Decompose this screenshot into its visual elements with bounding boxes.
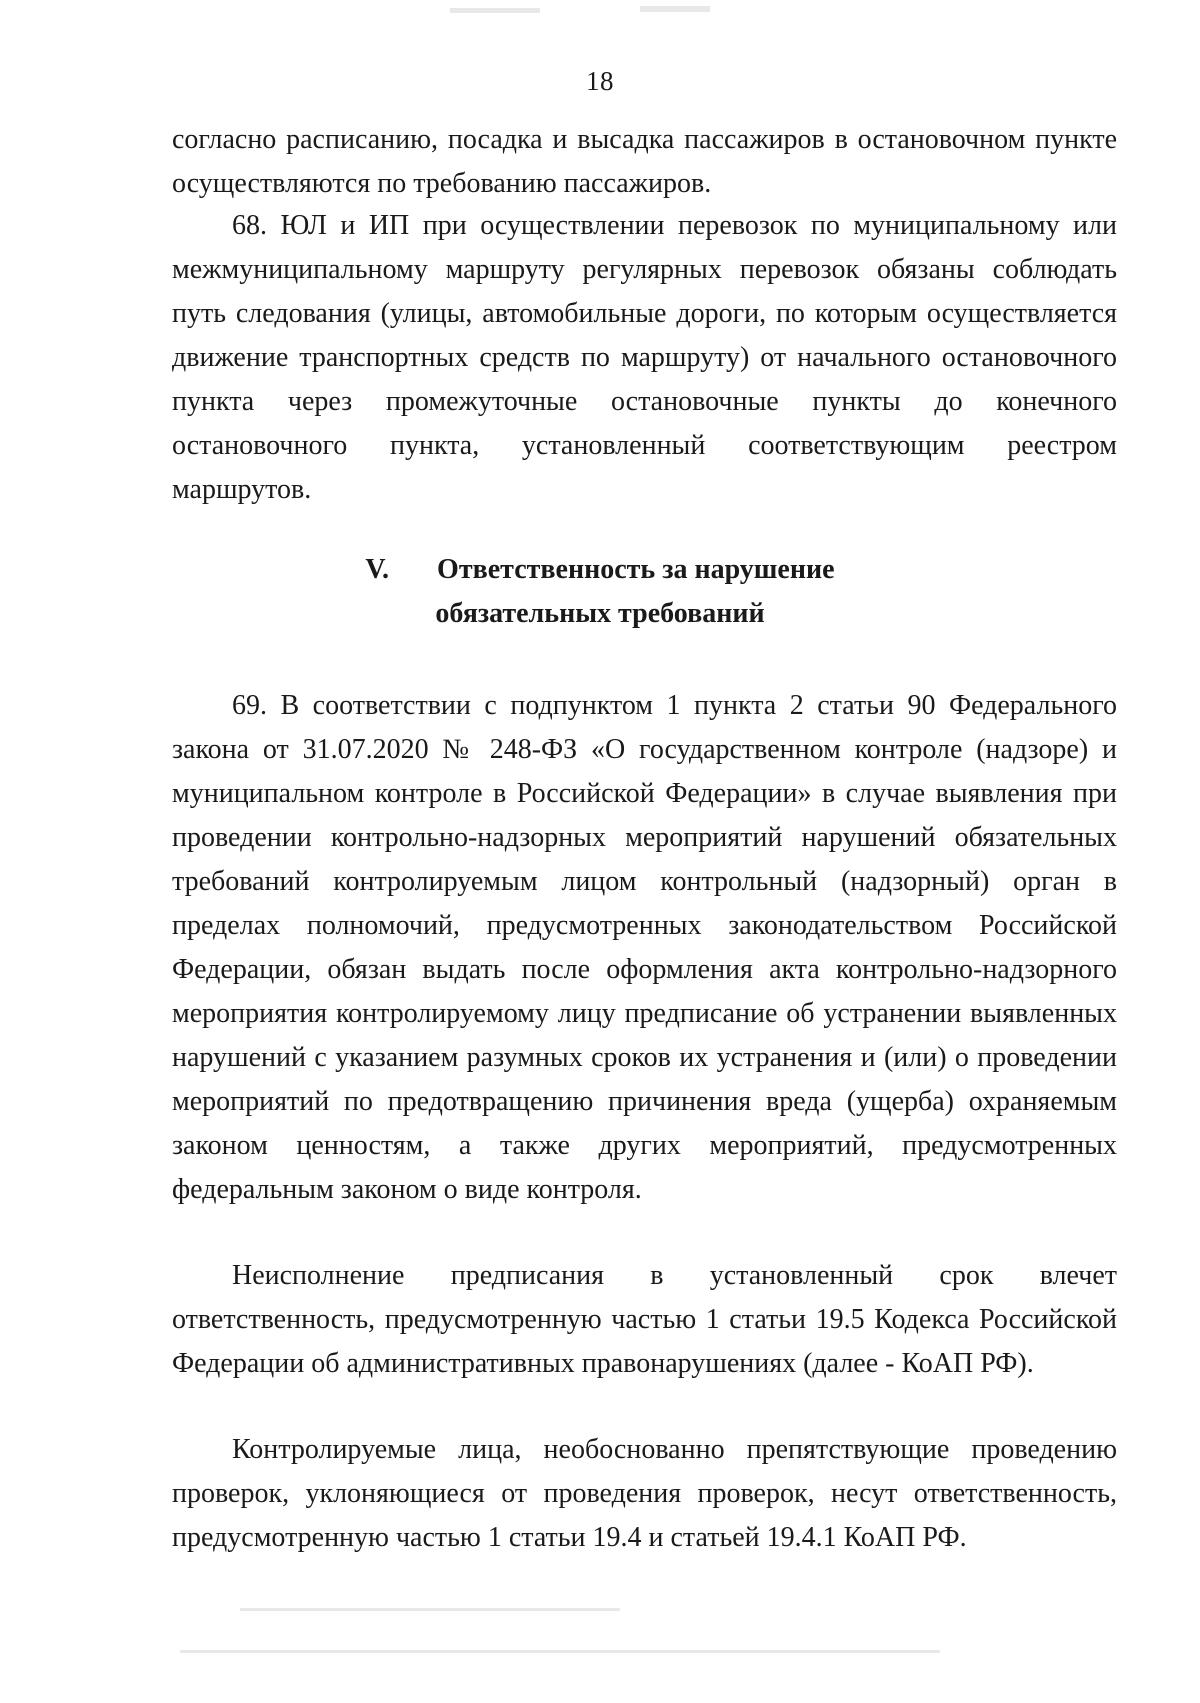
section-heading [0,548,1200,636]
page-number: 18 [586,66,614,96]
scan-artifact-bottom-1 [240,1608,620,1611]
paragraph-68: 68. ЮЛ и ИП при осуществлении перевозок по муниципальному или межмуниципальному маршруту регулярных перевозок обязаны соблюдать путь следования (улицы, автомобильные дороги, по которым осуществляется движение транспортных средств по маршруту) от начального остановочного пункта через промежуточные остановочные пункты до конечного остановочного пункта, установленный соответствующим реестром маршрутов. [172,210,1117,505]
scan-artifact-top [450,8,540,13]
scan-artifact-bottom-2 [180,1650,940,1653]
section-title-line-2: обязательных требований [435,598,765,629]
section-title-line-1: Ответственность за нарушение [437,554,835,585]
paragraph-69: 69. В соответствии с подпунктом 1 пункта 2 статьи 90 Федерального закона от 31.07.2020 № 248-ФЗ «О государственном контроле (надзоре) и муниципальном контроле в Российской Федерации» в случае выявления при проведении контрольно-надзорных мероприятий нарушений обязательных требований контролируемым лицом контрольный (надзорный) орган в пределах полномочий, предусмотренных законодательством Российской Федерации, обязан выдать после оформления акта контрольно-надзорного мероприятия контролируемому лицу предписание об устранении выявленных нарушений с указанием разумных сроков их устранения и (или) о проведении мероприятий по предотвращению причинения вреда (ущерба) охраняемым законом ценностям, а также других мероприятий, предусмотренных федеральным законом о виде контроля. [172,690,1117,1205]
paragraph-kontroliruemye: Контролируемые лица, необоснованно препятствующие проведению проверок, уклоняющиеся от проведения проверок, несут ответственность, предусмотренную частью 1 статьи 19.4 и статьей 19.4.1 КоАП РФ. [172,1434,1117,1553]
scan-artifact-top-right [640,6,710,12]
paragraph-continuation: согласно расписанию, посадка и высадка пассажиров в остановочном пункте осуществляются по требованию пассажиров. [172,124,1117,199]
paragraph-neispolnenie: Неисполнение предписания в установленный срок влечет ответственность, предусмотренную частью 1 статьи 19.5 Кодекса Российской Федерации об административных правонарушениях (далее - КоАП РФ). [172,1260,1117,1379]
section-number: V. [365,554,390,585]
